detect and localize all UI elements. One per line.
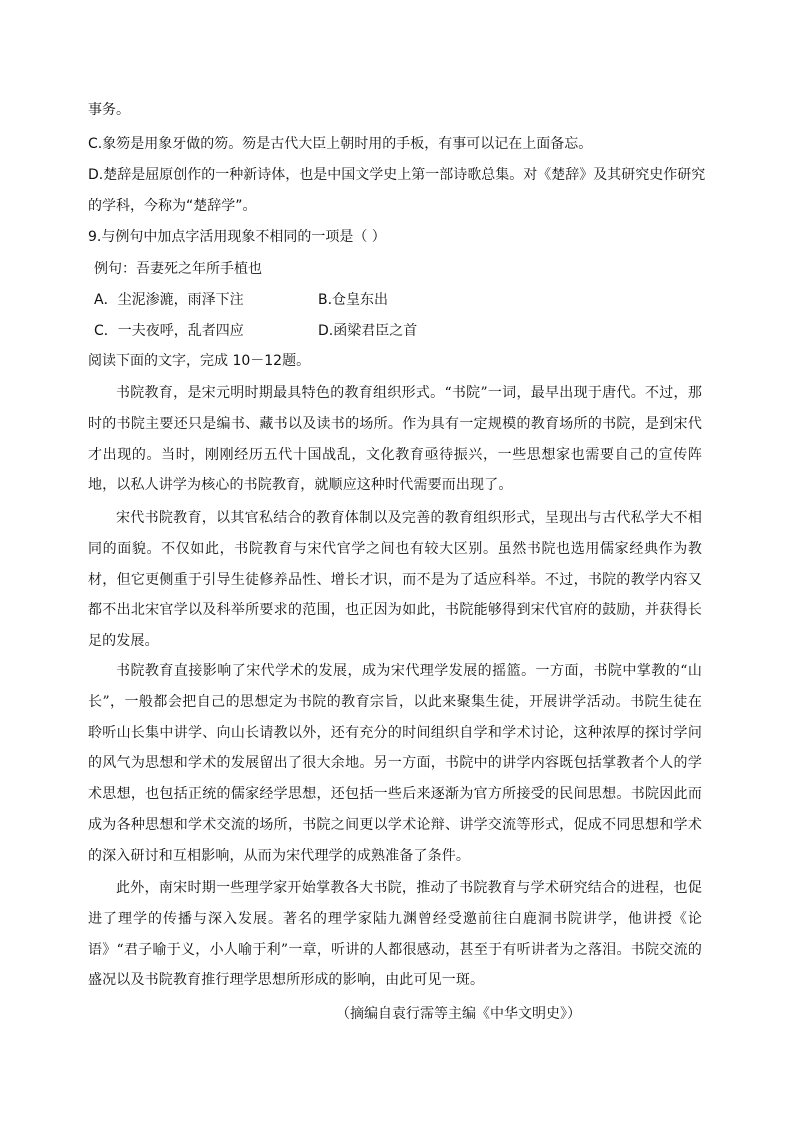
question-9-option-b: B.仓皇东出: [318, 292, 389, 308]
question-9-example: 例句：吾妻死之年所手植也: [94, 261, 262, 277]
option-d-line-1: D.楚辞是屈原创作的一种新诗体，也是中国文学史上第一部诗歌总集。对《楚辞》及其研究史作研究: [88, 167, 706, 183]
passage-paragraph-3: 书院教育直接影响了宋代学术的发展，成为宋代理学发展的摇篮。一方面，书院中掌教的“山长”，一般都会把自己的思想定为书院的教育宗旨，以此来聚集生徒，开展讲学活动。书院生徒在聆听山长集中讲学、向山长请教以外，还有充分的时间组织自学和学术讨论，这种浓厚的探讨学问的风气为思想和学术的发展留出了很大余地。另一方面，书院中的讲学内容既包括掌教者个人的学术思想，也包括正统的儒家经学思想，还包括一些后来逐渐为官方所接受的民间思想。书院因此而成为各种思想和学术交流的场所，书院之间更以学术论辩、讲学交流等形式，促成不同思想和学术的深入研讨和互相影响，从而为宋代理学的成熟准备了条件。: [88, 663, 702, 864]
prev-option-tail: 事务。: [88, 102, 130, 118]
passage-source: （摘编自袁行霈等主编《中华文明史》）: [336, 1006, 581, 1022]
question-9-stem: 9.与例句中加点字活用现象不相同的一项是（ ）: [88, 229, 386, 245]
passage-paragraph-1: 书院教育，是宋元明时期最具特色的教育组织形式。“书院”一词，最早出现于唐代。不过，那时的书院主要还只是编书、藏书以及读书的场所。作为具有一定规模的教育场所的书院，是到宋代才出现的。当时，刚刚经历五代十国战乱，文化教育亟待振兴，一些思想家也需要自己的宣传阵地，以私人讲学为核心的书院教育，就顺应这种时代需要而出现了。: [88, 385, 702, 494]
question-9-option-c: C．一夫夜呼，乱者四应: [94, 323, 244, 339]
reading-instruction: 阅读下面的文字，完成 10－12题。: [88, 353, 311, 369]
question-9-option-d: D.函梁君臣之首: [318, 323, 418, 339]
option-c-line: C.象笏是用象牙做的笏。笏是古代大臣上朝时用的手板，有事可以记在上面备忘。: [88, 136, 593, 152]
question-9-option-a: A．尘泥渗漉，雨泽下注: [94, 292, 244, 308]
passage-paragraph-4: 此外，南宋时期一些理学家开始掌教各大书院，推动了书院教育与学术研究结合的进程，也促进了理学的传播与深入发展。著名的理学家陆九渊曾经受邀前往白鹿洞书院讲学，他讲授《论语》“君子喻于义，小人喻于利”一章，听讲的人都很感动，甚至于有听讲者为之落泪。书院交流的盛况以及书院教育推行理学思想所形成的影响，由此可见一斑。: [88, 880, 702, 989]
option-d-line-2: 的学科，今称为“楚辞学”。: [88, 198, 257, 214]
passage-paragraph-2: 宋代书院教育，以其官私结合的教育体制以及完善的教育组织形式，呈现出与古代私学大不相同的面貌。不仅如此，书院教育与宋代官学之间也有较大区别。虽然书院也选用儒家经典作为教材，但它更侧重于引导生徒修养品性、增长才识，而不是为了适应科举。不过，书院的教学内容又都不出北宋官学以及科举所要求的范围，也正因为如此，书院能够得到宋代官府的鼓励，并获得长足的发展。: [88, 510, 702, 650]
